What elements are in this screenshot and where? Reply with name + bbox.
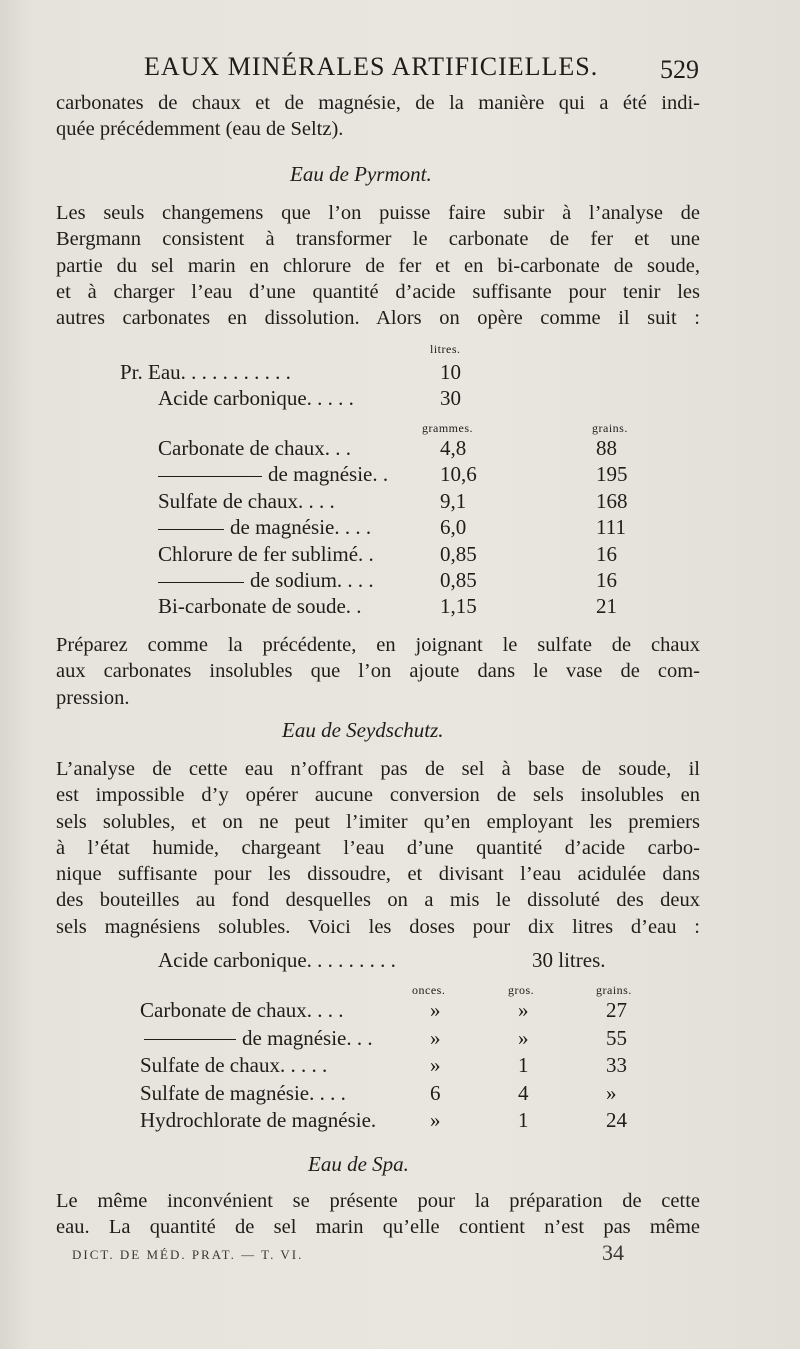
salt-row <box>158 462 388 487</box>
grains-value: 195 <box>596 462 628 487</box>
onces-value: » <box>430 1108 441 1132</box>
ditto-dash <box>158 476 262 477</box>
section-heading-seydschutz: Eau de Seydschutz. <box>282 718 444 742</box>
unit-grains: grains. <box>596 983 632 997</box>
recipe-row <box>158 386 354 411</box>
salt-label: de magnésie. . . . <box>230 515 372 540</box>
salt-row <box>158 515 371 540</box>
text-line: eau. La quantité de sel marin qu’elle contient n’est pas même <box>56 1216 700 1239</box>
salt-row <box>140 1081 346 1106</box>
ingredient-label: Acide carbonique. . . . . <box>158 386 354 410</box>
grains-value: 21 <box>596 594 617 619</box>
page-number: 529 <box>660 55 699 84</box>
grains-value: » <box>606 1080 617 1105</box>
text-line: quée précédemment (eau de Seltz). <box>56 118 344 141</box>
quantity-value: 30 <box>440 386 461 410</box>
text-line: L’analyse de cette eau n’offrant pas de sel à base de soude, il <box>56 758 700 780</box>
grains-value: 16 <box>596 541 617 566</box>
footer-signature-line: DICT. DE MÉD. PRAT. — T. VI. <box>72 1247 304 1262</box>
text-line: à l’état humide, chargeant l’eau d’une quantité d’acide carbo- <box>56 836 700 859</box>
salt-label: Carbonate de chaux. . . . <box>140 998 344 1022</box>
text-line: Les seuls changemens que l’on puisse faire subir à l’analyse de <box>56 202 700 224</box>
gros-value: 4 <box>518 1080 529 1105</box>
grains-value: 168 <box>596 488 628 513</box>
recipe-row <box>120 360 291 385</box>
salt-label: Sulfate de magnésie. . . . <box>140 1080 346 1105</box>
salt-label: de sodium. . . . <box>250 568 374 592</box>
text-line: Le même inconvénient se présente pour la préparation de cette <box>56 1190 700 1212</box>
text-line: nique suffisante pour les dissoudre, et divisant l’eau acidulée dans <box>56 863 700 886</box>
grains-value: 111 <box>596 515 626 540</box>
quantity-value: 30 litres. <box>532 948 606 972</box>
grains-value: 88 <box>596 436 617 460</box>
pyrmont-paragraph <box>56 200 700 331</box>
salt-label: de magnésie. . <box>268 462 389 487</box>
text-line: partie du sel marin en chlorure de fer et en bi-carbonate de soude, <box>56 254 700 277</box>
salt-label: Chlorure de fer sublimé. . <box>158 541 374 566</box>
salt-row <box>140 1108 376 1133</box>
salt-row <box>158 436 351 461</box>
signature-mark: 34 <box>602 1240 624 1265</box>
text-line: et à charger l’eau d’une quantité d’acide suffisante pour tenir les <box>56 280 700 303</box>
salt-label: Sulfate de chaux. . . . . <box>140 1053 328 1077</box>
gros-value: 1 <box>518 1053 529 1077</box>
ditto-dash <box>158 582 244 583</box>
text-line: carbonates de chaux et de magnésie, de la manière qui a été indi- <box>56 92 700 114</box>
salt-row <box>158 594 362 619</box>
grammes-value: 6,0 <box>440 515 467 540</box>
text-line: pression. <box>56 686 130 709</box>
text-line: des bouteilles au fond desquelles on a mis le dissoluté des deux <box>56 889 700 912</box>
salt-row <box>158 542 374 567</box>
section-heading-pyrmont: Eau de Pyrmont. <box>290 162 432 186</box>
salt-row <box>140 1026 373 1051</box>
grammes-value: 0,85 <box>440 541 477 566</box>
pyrmont-after-paragraph <box>56 632 700 711</box>
text-line: autres carbonates en dissolution. Alors on opère comme il suit : <box>56 307 700 330</box>
grains-value: 16 <box>596 568 617 592</box>
grains-value: 55 <box>606 1025 627 1050</box>
salt-label: de magnésie. . . <box>242 1025 373 1050</box>
ingredient-label: Pr. Eau. . . . . . . . . . . <box>120 360 291 384</box>
salt-label: Sulfate de chaux. . . . <box>158 488 335 513</box>
grammes-value: 1,15 <box>440 594 477 619</box>
ditto-dash <box>158 529 224 530</box>
text-line: aux carbonates insolubles que l’on ajoute dans le vase de com- <box>56 660 700 683</box>
salt-row <box>158 489 335 514</box>
gros-value: » <box>518 1025 529 1050</box>
onces-value: » <box>430 1025 441 1050</box>
onces-value: 6 <box>430 1080 441 1105</box>
running-head: EAUX MINÉRALES ARTIFICIELLES. <box>144 52 599 81</box>
unit-grammes: grammes. <box>422 421 473 435</box>
grammes-value: 4,8 <box>440 436 467 460</box>
unit-gros: gros. <box>508 983 535 997</box>
salt-label: Bi-carbonate de soude. . <box>158 594 362 619</box>
text-line: est impossible d’y opérer aucune conversion de sels insolubles en <box>56 784 700 807</box>
salt-label: Hydrochlorate de magnésie. <box>140 1108 377 1132</box>
intro-paragraph <box>56 90 700 143</box>
text-line: sels magnésiens solubles. Voici les doses pour dix litres d’eau : <box>56 915 700 938</box>
section-heading-spa: Eau de Spa. <box>308 1152 409 1176</box>
grains-value: 33 <box>606 1053 627 1077</box>
seydschutz-paragraph <box>56 756 700 940</box>
grammes-value: 10,6 <box>440 462 477 487</box>
ingredient-label: Acide carbonique. . . . . . . . . <box>158 948 396 972</box>
text-line: Bergmann consistent à transformer le carbonate de fer et une <box>56 228 700 251</box>
grains-value: 24 <box>606 1108 627 1132</box>
text-line: sels solubles, et on ne peut l’imiter qu’en employant les premiers <box>56 810 700 833</box>
unit-litres: litres. <box>430 342 461 356</box>
spa-paragraph <box>56 1188 700 1241</box>
salt-label: Carbonate de chaux. . . <box>158 436 352 460</box>
salt-row <box>158 568 374 593</box>
ditto-dash <box>144 1039 236 1040</box>
gros-value: 1 <box>518 1108 529 1132</box>
gros-value: » <box>518 998 529 1022</box>
grains-value: 27 <box>606 998 627 1022</box>
grammes-value: 0,85 <box>440 568 477 592</box>
text-line: Préparez comme la précédente, en joignant le sulfate de chaux <box>56 634 700 656</box>
onces-value: » <box>430 1053 441 1077</box>
recipe-row <box>158 948 396 973</box>
salt-row <box>140 998 344 1023</box>
salt-row <box>140 1053 327 1078</box>
unit-grains: grains. <box>592 421 628 435</box>
onces-value: » <box>430 998 441 1022</box>
quantity-value: 10 <box>440 360 461 384</box>
grammes-value: 9,1 <box>440 488 467 513</box>
unit-onces: onces. <box>412 983 446 997</box>
